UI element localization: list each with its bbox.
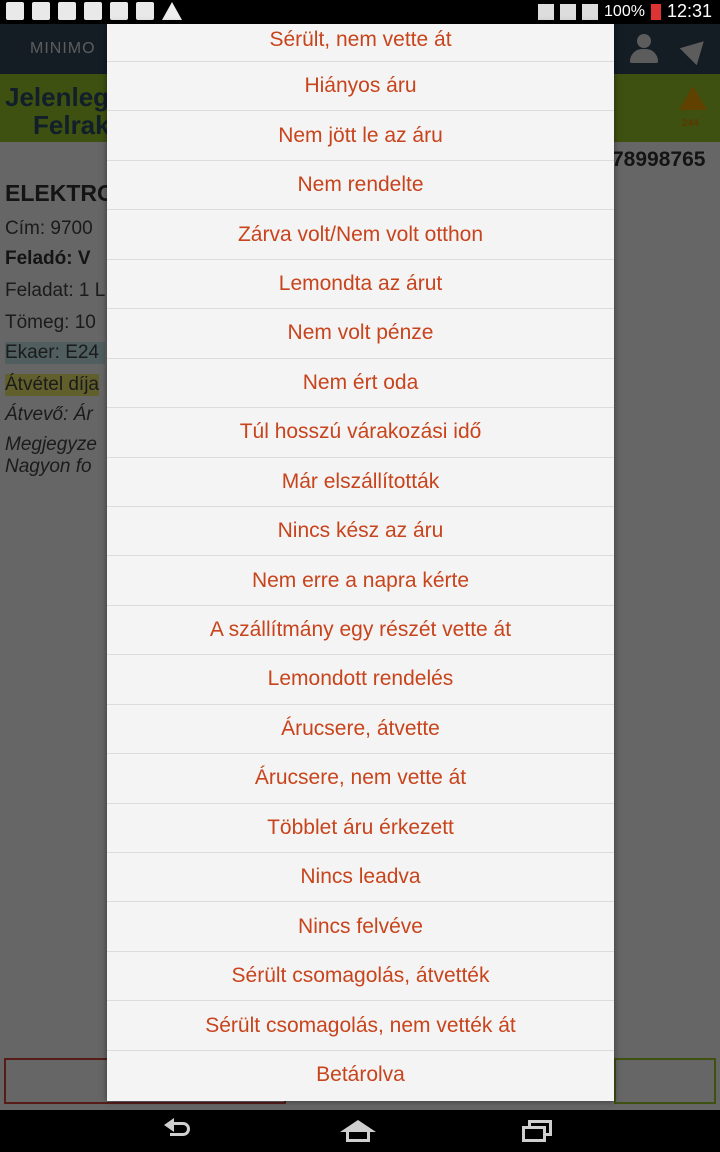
reason-option[interactable]: Árucsere, átvette bbox=[107, 705, 614, 754]
system-nav-bar bbox=[0, 1110, 720, 1152]
reason-option[interactable]: Lemondott rendelés bbox=[107, 655, 614, 704]
recent-apps-icon[interactable] bbox=[522, 1120, 552, 1142]
reason-option[interactable]: Nem erre a napra kérte bbox=[107, 556, 614, 605]
reason-option[interactable]: Sérült, nem vette át bbox=[107, 24, 614, 62]
reason-option[interactable]: Nincs leadva bbox=[107, 853, 614, 902]
reason-option[interactable]: Hiányos áru bbox=[107, 62, 614, 111]
skype-notification-icon bbox=[110, 2, 128, 20]
mute-icon bbox=[538, 4, 554, 20]
reason-option[interactable]: A szállítmány egy részét vette át bbox=[107, 606, 614, 655]
reason-option[interactable]: Nem volt pénze bbox=[107, 309, 614, 358]
wifi-icon bbox=[560, 4, 576, 20]
reason-option[interactable]: Lemondta az árut bbox=[107, 260, 614, 309]
reason-dialog bbox=[107, 24, 614, 1101]
battery-percent: 100% bbox=[604, 2, 645, 20]
reason-option[interactable]: Nem rendelte bbox=[107, 161, 614, 210]
notification-icons bbox=[6, 2, 182, 20]
reason-option[interactable]: Túl hosszú várakozási idő bbox=[107, 408, 614, 457]
reason-option[interactable]: Betárolva bbox=[316, 1063, 405, 1087]
status-bar bbox=[0, 0, 720, 24]
clock: 12:31 bbox=[666, 1, 712, 21]
reason-option[interactable]: Sérült csomagolás, átvették bbox=[107, 952, 614, 1001]
battery-icon bbox=[651, 4, 661, 20]
reason-option[interactable]: Nincs kész az áru bbox=[107, 507, 614, 556]
reason-option[interactable]: Nem jött le az áru bbox=[107, 111, 614, 160]
reason-option[interactable]: Nem ért oda bbox=[107, 359, 614, 408]
alert-notification-icon bbox=[162, 2, 182, 20]
status-right bbox=[538, 1, 712, 22]
reason-option[interactable]: Zárva volt/Nem volt otthon bbox=[107, 210, 614, 259]
app-notification-icon bbox=[6, 2, 24, 20]
android-debug-icon bbox=[136, 2, 154, 20]
excel-notification-icon bbox=[58, 2, 76, 20]
reason-option[interactable]: Nincs felvéve bbox=[107, 902, 614, 951]
image-notification-icon bbox=[84, 2, 102, 20]
reason-option[interactable]: Már elszállították bbox=[107, 458, 614, 507]
back-icon[interactable] bbox=[164, 1120, 194, 1140]
reason-list bbox=[107, 24, 614, 1100]
reason-option[interactable]: Sérült csomagolás, nem vették át bbox=[107, 1001, 614, 1050]
reason-option[interactable]: Árucsere, nem vette át bbox=[107, 754, 614, 803]
reason-option[interactable]: Többlet áru érkezett bbox=[107, 804, 614, 853]
signal-icon bbox=[582, 4, 598, 20]
home-icon[interactable] bbox=[340, 1120, 376, 1144]
usb-icon bbox=[32, 2, 50, 20]
